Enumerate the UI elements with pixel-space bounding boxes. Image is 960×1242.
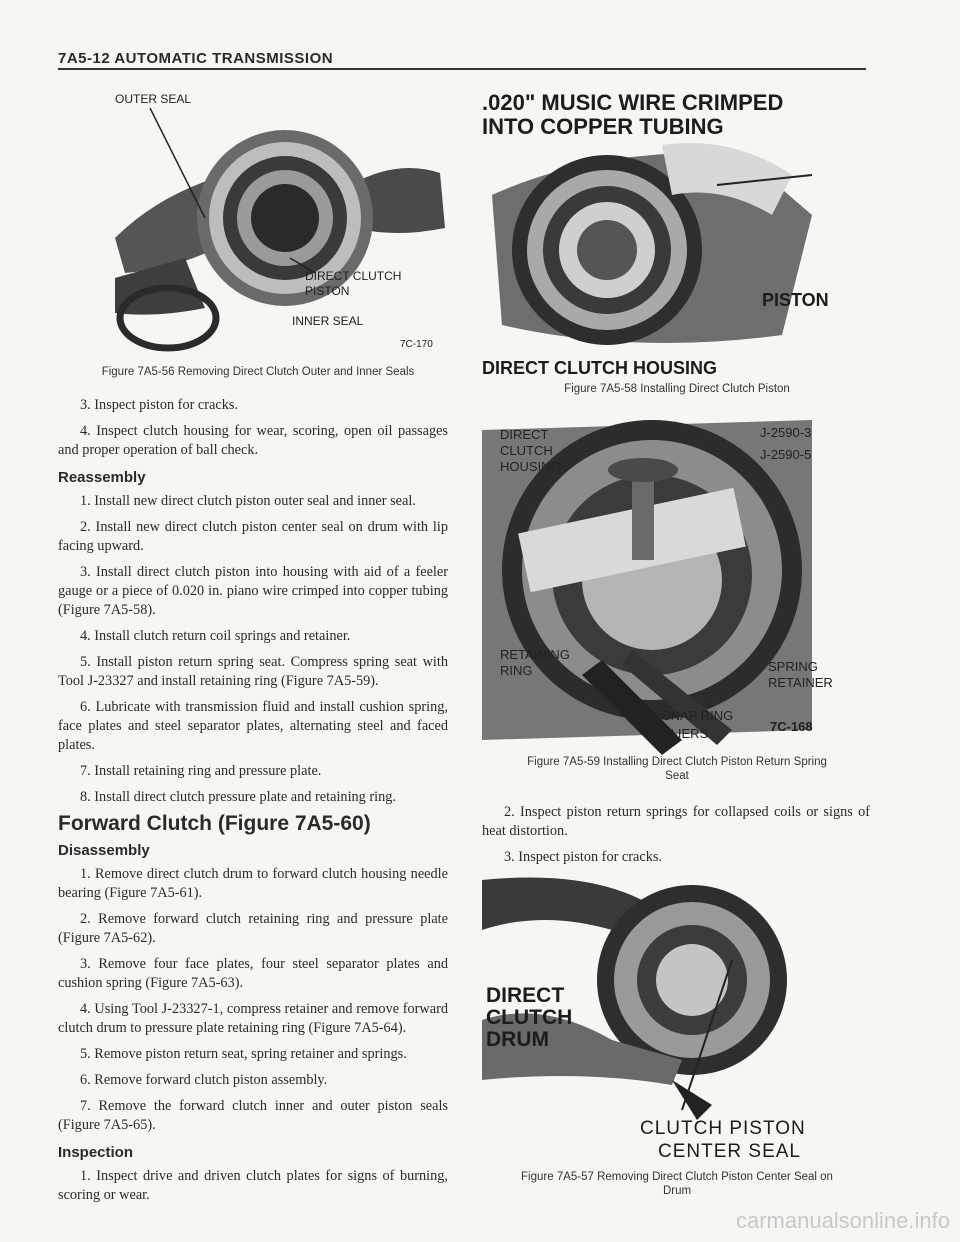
fig56-caption: Figure 7A5-56 Removing Direct Clutch Outer and Inner Seals bbox=[101, 366, 415, 378]
para: 3. Remove four face plates, four steel separator plates and cushion spring (Figure 7A5-63). bbox=[58, 956, 448, 991]
para: 1. Remove direct clutch drum to forward clutch housing needle bearing (Figure 7A5-61). bbox=[58, 866, 448, 901]
header-rule bbox=[58, 68, 866, 70]
fig58-title-line1: .020" MUSIC WIRE CRIMPED bbox=[482, 90, 784, 115]
fig56-piston-label: PISTON bbox=[305, 284, 350, 298]
para: 2. Install new direct clutch piston center seal on drum with lip facing upward. bbox=[58, 519, 448, 554]
page-header: 7A5-12 AUTOMATIC TRANSMISSION bbox=[58, 50, 334, 67]
right-column bbox=[482, 803, 870, 874]
fig56-code: 7C-170 bbox=[400, 339, 433, 350]
fig56-direct-clutch-label: DIRECT CLUTCH bbox=[305, 269, 402, 283]
para: 2. Inspect piston return springs for collapsed coils or signs of heat distortion. bbox=[482, 804, 870, 839]
para: 8. Install direct clutch pressure plate and retaining ring. bbox=[80, 789, 397, 805]
para: 5. Remove piston return seat, spring retainer and springs. bbox=[80, 1046, 407, 1062]
para: 4. Using Tool J-23327-1, compress retainer and remove forward clutch drum to pressure plate retaining ring (Figure 7A5-64). bbox=[58, 1001, 448, 1036]
fig58-photo bbox=[482, 135, 842, 355]
fig57-clutch-label: CLUTCH bbox=[486, 1006, 573, 1029]
fig59-tool2-label: J-2590-5 bbox=[760, 447, 812, 462]
fig58-piston-label: PISTON bbox=[762, 290, 829, 310]
fig59-pliers-label: PLIERS bbox=[662, 726, 709, 741]
para: 3. Install direct clutch piston into housing with aid of a feeler gauge or a piece of 0.020 in. piano wire crimped into copper tubing (Figure 7A5-58). bbox=[58, 564, 448, 618]
fig57-center-seal-label: CENTER SEAL bbox=[658, 1141, 801, 1162]
fig57-caption-line2: Drum bbox=[662, 1185, 692, 1197]
fig58-caption: Figure 7A5-58 Installing Direct Clutch Piston bbox=[564, 383, 790, 395]
fig59-retainer-label: RETAINER bbox=[768, 675, 833, 690]
fig59-clutch-label: CLUTCH bbox=[500, 443, 553, 458]
para: 1. Install new direct clutch piston outer seal and inner seal. bbox=[80, 493, 416, 509]
heading-disassembly: Disassembly bbox=[58, 842, 150, 859]
fig57-direct-label: DIRECT bbox=[486, 984, 565, 1007]
heading-reassembly: Reassembly bbox=[58, 469, 146, 486]
para: 4. Install clutch return coil springs and retainer. bbox=[80, 628, 351, 644]
para: 6. Lubricate with transmission fluid and install cushion spring, face plates and steel separator plates, alternating steel and faced plates. bbox=[58, 699, 448, 753]
para: 6. Remove forward clutch piston assembly. bbox=[80, 1072, 328, 1088]
left-column bbox=[58, 396, 448, 1212]
para: 7. Remove the forward clutch inner and outer piston seals (Figure 7A5-65). bbox=[58, 1098, 448, 1133]
fig59-ring-label: RING bbox=[500, 663, 533, 678]
fig58-housing-label: DIRECT CLUTCH HOUSING bbox=[482, 358, 717, 378]
para: 5. Install piston return spring seat. Compress spring seat with Tool J-23327 and install retaining ring (Figure 7A5-59). bbox=[58, 654, 448, 689]
para: 7. Install retaining ring and pressure plate. bbox=[80, 763, 322, 779]
fig59-caption-line1: Figure 7A5-59 Installing Direct Clutch Piston Return Spring bbox=[527, 756, 827, 768]
fig56-outer-seal-label: OUTER SEAL bbox=[115, 92, 192, 106]
para: 1. Inspect drive and driven clutch plates for signs of burning, scoring or wear. bbox=[58, 1168, 448, 1203]
fig57-clutch-piston-label: CLUTCH PISTON bbox=[640, 1118, 806, 1139]
fig57-drum-label: DRUM bbox=[486, 1028, 549, 1051]
fig59-tool1-label: J-2590-3 bbox=[760, 425, 812, 440]
fig56-inner-seal-label: INNER SEAL bbox=[292, 314, 364, 328]
fig59-caption-line2: Seat bbox=[665, 770, 689, 782]
fig59-code: 7C-168 bbox=[770, 719, 813, 734]
heading-forward-clutch: Forward Clutch (Figure 7A5-60) bbox=[58, 812, 371, 835]
fig59-housing-label: HOUSING bbox=[500, 459, 561, 474]
fig57-caption-line1: Figure 7A5-57 Removing Direct Clutch Piston Center Seal on bbox=[521, 1171, 833, 1183]
para: 2. Remove forward clutch retaining ring and pressure plate (Figure 7A5-62). bbox=[58, 911, 448, 946]
para: 3. Inspect piston for cracks. bbox=[80, 397, 239, 413]
fig59-retaining-label: RETAINING bbox=[500, 647, 570, 662]
watermark: carmanualsonline.info bbox=[735, 1208, 950, 1233]
para: 3. Inspect piston for cracks. bbox=[504, 849, 663, 865]
para: 4. Inspect clutch housing for wear, scoring, open oil passages and proper operation of ball check. bbox=[58, 423, 448, 458]
heading-inspection: Inspection bbox=[58, 1144, 134, 1161]
fig59-snap-ring-label: SNAP RING bbox=[662, 708, 734, 723]
fig58-title-line2: INTO COPPER TUBING bbox=[482, 114, 724, 139]
fig59-direct-label: DIRECT bbox=[500, 427, 549, 442]
fig56-photo bbox=[95, 78, 465, 368]
fig59-spring-label: SPRING bbox=[768, 659, 818, 674]
